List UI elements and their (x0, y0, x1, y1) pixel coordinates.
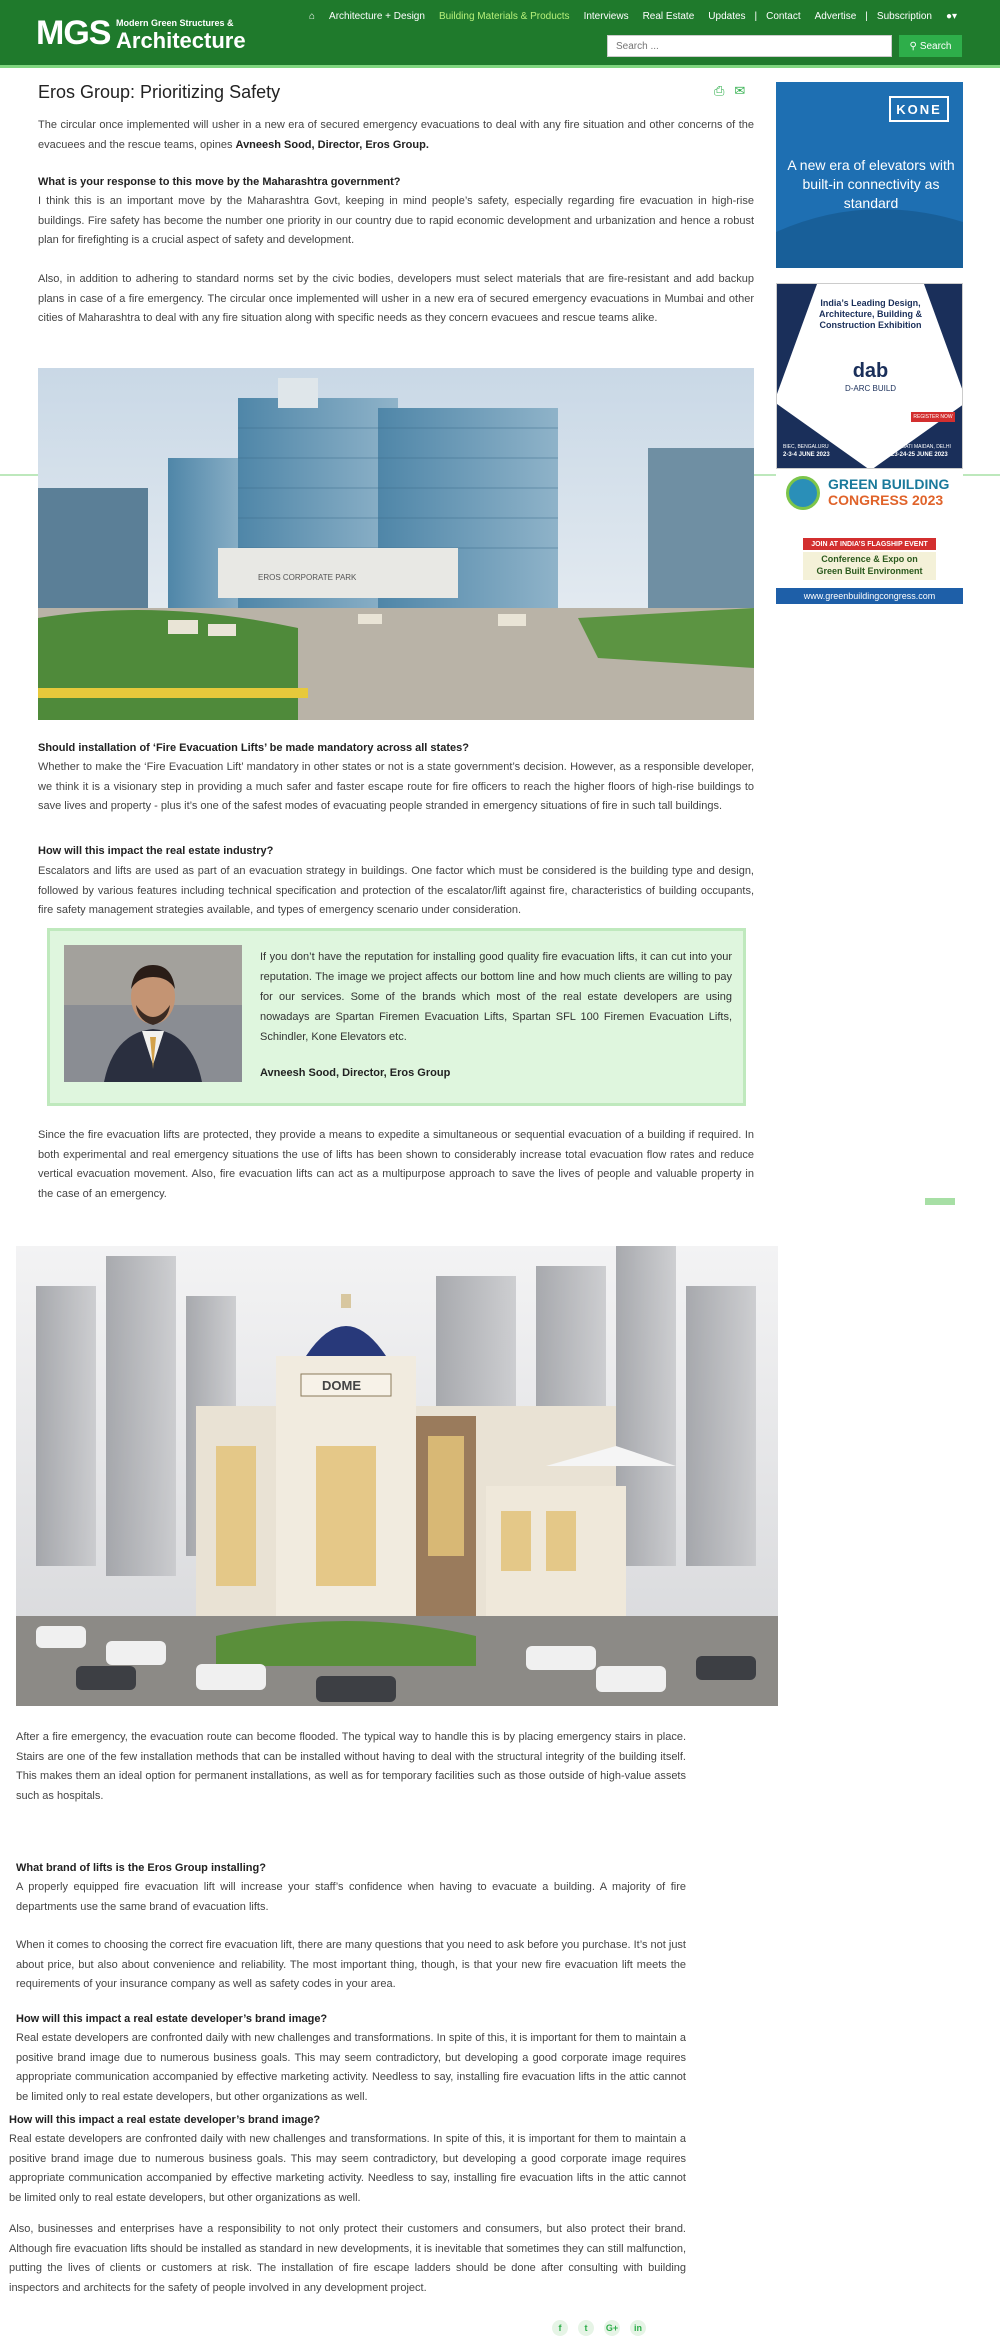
scroll-tab[interactable] (925, 1198, 955, 1205)
dab-title: India’s Leading Design, Architecture, Building & Construction Exhibition (818, 298, 922, 330)
paragraph-4: After a fire emergency, the evacuation route can become flooded. The typical way to handle this is by placing emergency stairs in place. Stairs are one of the few installation methods that can be installed without having to deal with the structural integrity of the building itself. This makes them an ideal option for permanent installations, as well as for temporary facilities such as those outside of high-value assets such as hospitals. (16, 1731, 686, 1802)
dab-date-1: 2-3-4 JUNE 2023 (783, 452, 830, 458)
paragraph-2: Also, in addition to adhering to standard norms set by the civic bodies, developers must select materials that are fire-resistant and add backup plans in case of a fire emergency. The circular once implemented will usher in a new era of secured emergency evacuations in Mumbai and other cities of Maharashtra to deal with any fire situation along with specific needs as they concern evacuees and rescue teams alike. (38, 273, 754, 324)
question-1: What is your response to this move by the Maharashtra government? (38, 176, 401, 188)
article-intro: The circular once implemented will usher in a new era of secured emergency evacuations to deal with any fire situation and other concerns of the evacuees and the rescue teams, opines Avneesh Sood, Director, Eros Group. (38, 119, 754, 151)
globe-icon (786, 476, 820, 510)
question-4: What brand of lifts is the Eros Group installing? (16, 1862, 266, 1874)
green-building-congress-ad[interactable] (776, 470, 963, 610)
twitter-icon[interactable]: t (578, 2320, 594, 2336)
paragraph-5: When it comes to choosing the correct fire evacuation lift, there are many questions that you need to ask before you purchase. It’s not just about price, but also about convenience and reliability. The most important thing, though, is that your new fire evacuation lift meets the requirements of your insurance company as well as safety codes in your area. (16, 1939, 686, 1990)
question-5: How will this impact a real estate developer’s brand image? (16, 2013, 328, 2025)
search-button[interactable] (899, 35, 962, 57)
question-2: Should installation of ‘Fire Evacuation Lifts’ be made mandatory across all states? (38, 742, 469, 754)
dab-city-1: BIEC, BENGALURU (783, 444, 829, 450)
dab-logo-sub: D-ARC BUILD (844, 384, 897, 393)
quote-author: Avneesh Sood, Director, Eros Group (260, 1067, 451, 1079)
answer-3: Escalators and lifts are used as part of an evacuation strategy in buildings. One factor which must be considered is the building type and design, followed by various features including technical specification and protection of the escalator/lift against fire, characteristics of building occupants, fire safety management strategies available, and types of emergency scenario under consideration. (38, 865, 754, 916)
kone-ad-text: A new era of elevators with built-in connectivity as standard (787, 157, 955, 211)
quote-text: If you don’t have the reputation for installing good quality fire evacuation lifts, it can cut into your reputation. The image we project affects our bottom line and how much clients are willing to pay for our services. Some of the brands which most of the real estate developers are using nowadays are Spartan Firemen Evacuation Lifts, Spartan SFL 100 Firemen Evacuation Lifts, Schindler, Kone Elevators etc. (260, 951, 732, 1043)
logo-mgs: MGS (36, 14, 111, 52)
nav-advertise[interactable]: Advertise (814, 10, 857, 22)
main-nav (302, 9, 964, 23)
logo-tagline: Modern Green Structures & (116, 18, 234, 28)
answer-6: Real estate developers are confronted daily with new challenges and transformations. In spite of this, it is important for them to maintain a positive brand image due to numerous business goals. This may seem contradictory, but developing a good corporate image requires appropriate communication accompanied by effective marketing activity. Needless to say, installing fire evacuation lifts in the attic cannot be limited only to real estate developers, but other organizations as well. (9, 2133, 686, 2204)
answer-1: I think this is an important move by the Maharashtra Govt, keeping in mind people’s safety, especially regarding fire evacuation in high-rise buildings. Fire safety has become the number one priority in our country due to rapid economic development and urbanization and hence a robust plan for firefighting is a crucial aspect of safety and development. (38, 195, 754, 246)
nav-contact[interactable]: Contact (766, 10, 801, 22)
nav-building-materials[interactable]: Building Materials & Products (438, 10, 570, 22)
gbc-url[interactable]: www.greenbuildingcongress.com (776, 588, 963, 604)
email-icon[interactable]: ✉ (734, 83, 746, 98)
search-input[interactable] (607, 35, 892, 57)
question-3: How will this impact the real estate industry? (38, 845, 274, 857)
answer-2: Whether to make the ‘Fire Evacuation Lift’ mandatory in other states or not is a state government’s decision. However, as a responsible developer, we think it is a visionary step in providing a much safer and faster escape route for fire officers to reach the higher floors of high-rise buildings to save lives and property - plus it’s one of the safest modes of evacuating people stranded in emergency situations of fire in such tall buildings. (38, 761, 754, 812)
gbc-line-2: Green Built Environment (816, 566, 923, 576)
question-6: How will this impact a real estate developer’s brand image? (9, 2114, 321, 2126)
author-photo (64, 945, 242, 1082)
nav-subscription[interactable]: Subscription (876, 10, 932, 22)
site-header (0, 0, 1000, 68)
kone-logo: KONE (889, 96, 949, 122)
gbc-tagline: JOIN AT INDIA’S FLAGSHIP EVENT (803, 538, 936, 550)
nav-real-estate[interactable]: Real Estate (642, 10, 695, 22)
dome-rendering (16, 1246, 778, 1706)
answer-5: Real estate developers are confronted daily with new challenges and transformations. In spite of this, it is important for them to maintain a positive brand image due to numerous business goals. This may seem contradictory, but developing a good corporate image requires appropriate communication accompanied by effective marketing activity. Needless to say, installing fire evacuation lifts in the attic cannot be limited only to real estate developers, but other organizations as well. (16, 2032, 686, 2103)
nav-divider: | (865, 10, 868, 22)
home-icon[interactable]: ⌂ (309, 10, 316, 22)
pull-quote (47, 928, 746, 1106)
building-photo (38, 368, 754, 720)
building-sign: EROS CORPORATE PARK (258, 573, 357, 582)
gbc-line-1: Conference & Expo on (821, 554, 918, 564)
dab-ad[interactable] (776, 283, 963, 469)
site-logo[interactable] (36, 14, 246, 56)
dab-city-2: PRAGATI MAIDAN, DELHI (891, 444, 951, 450)
dab-logo: dab (852, 360, 889, 382)
print-icon[interactable]: ⎙ (714, 83, 725, 98)
paragraph-6: Also, businesses and enterprises have a responsibility to not only protect their customers and consumers, but also protect their brand. Although fire evacuation lifts should be installed as standard in new developments, it is inevitable that sometimes they can still malfunction, putting the lives of clients or customers at risk. The installation of fire escape ladders should be done after consulting with building inspectors and architects for the safety of people involved in any development project. (9, 2223, 686, 2294)
logo-architecture: Architecture (116, 28, 246, 53)
search-button-label: Search (919, 40, 952, 52)
facebook-icon[interactable]: f (552, 2320, 568, 2336)
dome-sign: DOME (322, 1378, 361, 1393)
kone-ad[interactable] (776, 82, 963, 268)
dab-register-button[interactable]: REGISTER NOW (911, 412, 955, 422)
paragraph-3: Since the fire evacuation lifts are protected, they provide a means to expedite a simultaneous or sequential evacuation of a building if required. In both experimental and real emergency situations the use of lifts has been shown to considerably increase total evacuation flow rates and reduce vertical evacuation movement. Also, fire evacuation lifts can act as a multipurpose approach to save the lives of people and valuable property in the case of an emergency. (38, 1129, 754, 1200)
google-plus-icon[interactable]: G+ (604, 2320, 620, 2336)
share-bar (552, 2320, 646, 2336)
article-tools (714, 83, 745, 99)
user-icon[interactable]: ●▾ (945, 10, 957, 22)
nav-interviews[interactable]: Interviews (583, 10, 629, 22)
article-title: Eros Group: Prioritizing Safety (38, 82, 281, 102)
nav-divider: | (754, 10, 758, 22)
answer-4: A properly equipped fire evacuation lift will increase your staff’s confidence when having to evacuate a building. A majority of fire departments use the same brand of evacuation lifts. (16, 1881, 686, 1913)
search-icon: ⚲ (909, 40, 917, 52)
gbc-title-2: CONGRESS 2023 (828, 492, 944, 508)
gbc-title-1: GREEN BUILDING (828, 476, 950, 492)
linkedin-icon[interactable]: in (630, 2320, 646, 2336)
dab-date-2: 23-24-25 JUNE 2023 (891, 452, 948, 458)
nav-updates[interactable]: Updates (708, 10, 746, 22)
nav-architecture-design[interactable]: Architecture + Design (329, 10, 425, 22)
